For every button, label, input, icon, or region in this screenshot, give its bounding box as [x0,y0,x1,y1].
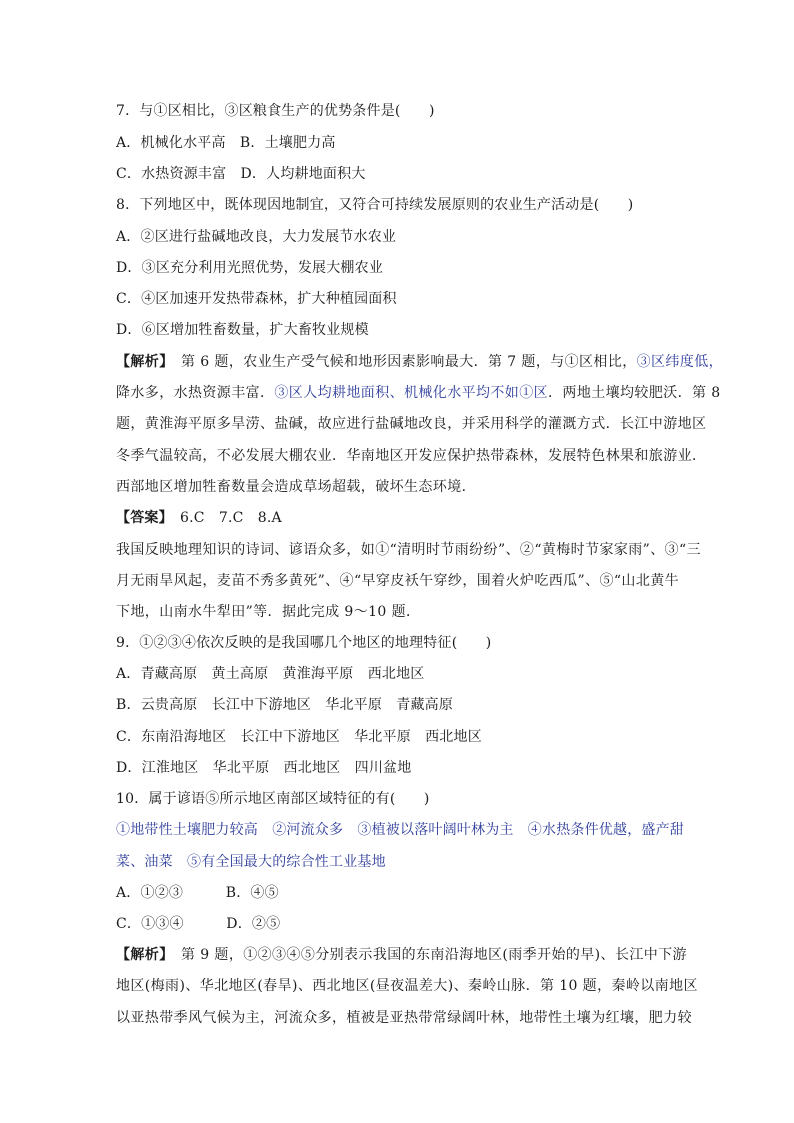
question-8-option-a: A．②区进行盐碱地改良，大力发展节水农业 [116,229,397,245]
analysis-1-line-1: 【解析】 第 6 题，农业生产受气候和地形因素影响最大．第 7 题，与①区相比，③区纬度低， [116,354,724,370]
question-10-choices-line-1: ①地带性土壤肥力较高 ②河流众多 ③植被以落叶阔叶林为主 ④水热条件优越，盛产甜 [116,822,684,838]
analysis-label: 【解析】 [116,947,167,963]
question-8-option-d: D．⑥区增加牲畜数量，扩大畜牧业规模 [116,322,369,338]
question-7-stem: 7．与①区相比，③区粮食生产的优势条件是( ) [116,103,435,119]
analysis-1-line-2: 降水多，水热资源丰富．③区人均耕地面积、机械化水平均不如①区．两地土壤均较肥沃．第 8 [116,385,721,401]
question-8-option-b: D．③区充分利用光照优势，发展大棚农业 [116,260,384,276]
question-9-option-d: D．江淮地区 华北平原 西北地区 四川盆地 [116,760,412,776]
question-7-option-row-1: A．机械化水平高 B．土壤肥力高 [116,135,336,151]
question-8-stem: 8．下列地区中，既体现因地制宜，又符合可持续发展原则的农业生产活动是( ) [116,197,634,213]
analysis-2-line-3: 以亚热带季风气候为主，河流众多，植被是亚热带常绿阔叶林，地带性土壤为红壤，肥力较 [116,1010,692,1026]
intro-line-1: 我国反映地理知识的诗词、谚语众多，如①“清明时节雨纷纷”、②“黄梅时节家家雨”、③“三 [116,542,701,558]
analysis-1-line-5: 西部地区增加牲畜数量会造成草场超载，破坏生态环境． [116,479,476,495]
question-9-option-b: B．云贵高原 长江中下游地区 华北平原 青藏高原 [116,697,454,713]
question-10-choices-line-2: 菜、油菜 ⑤有全国最大的综合性工业基地 [116,854,386,870]
highlighted-text: ③区人均耕地面积、机械化水平均不如①区 [274,385,549,401]
question-8-option-c: C．④区加速开发热带森林，扩大种植园面积 [116,291,397,307]
analysis-1-line-4: 冬季气温较高，不必发展大棚农业．华南地区开发应保护热带森林，发展特色林果和旅游业． [116,448,707,464]
question-10-option-row-1: A．①②③ B．④⑤ [116,885,279,901]
question-7-option-row-2: C．水热资源丰富 D．人均耕地面积大 [116,166,366,182]
intro-line-3: 下地，山南水牛犁田”等．据此完成 9～10 题． [116,604,421,620]
answer-1: 【答案】 6.C 7.C 8.A [116,510,282,526]
question-9-stem: 9．①②③④依次反映的是我国哪几个地区的地理特征( ) [116,635,492,651]
question-10-stem: 10．属于谚语⑤所示地区南部区域特征的有( ) [116,791,430,807]
analysis-1-line-3: 题，黄淮海平原多旱涝、盐碱，故应进行盐碱地改良，并采用科学的灌溉方式．长江中游地区 [116,416,707,432]
intro-line-2: 月无雨旱风起，麦苗不秀多黄死”、④“早穿皮袄午穿纱，围着火炉吃西瓜”、⑤“山北黄牛 [116,573,680,589]
question-10-option-row-2: C．①③④ D．②⑤ [116,916,281,932]
analysis-label: 【解析】 [116,354,167,370]
answer-label: 【答案】 [116,510,166,526]
analysis-2-line-1: 【解析】 第 9 题，①②③④⑤分别表示我国的东南沿海地区(雨季开始的早)、长江中下游 [116,947,687,963]
question-9-option-c: C．东南沿海地区 长江中下游地区 华北平原 西北地区 [116,729,482,745]
question-9-option-a: A．青藏高原 黄土高原 黄淮海平原 西北地区 [116,666,425,682]
analysis-2-line-2: 地区(梅雨)、华北地区(春旱)、西北地区(昼夜温差大)、秦岭山脉．第 10 题，秦岭以南地区 [116,978,698,994]
highlighted-text: ③区纬度低， [636,354,724,370]
